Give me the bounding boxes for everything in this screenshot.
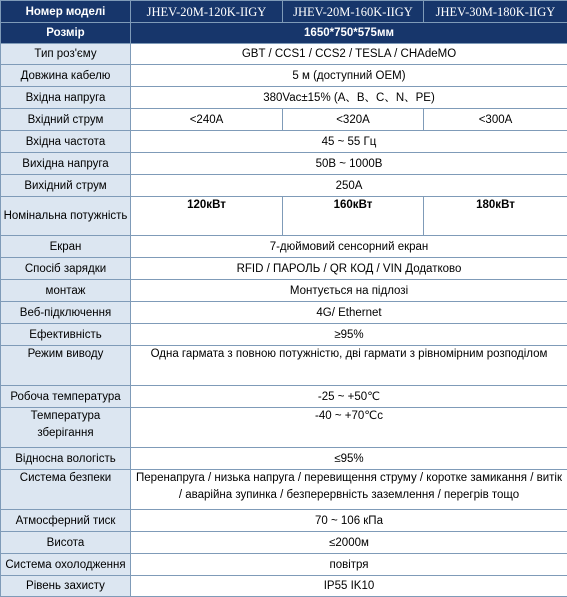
table-row	[1, 23, 567, 44]
table-row	[1, 576, 567, 597]
table-row	[1, 258, 567, 280]
row-label: Вхідний струм	[1, 109, 131, 131]
model-name: JHEV-20M-160K-IIGY	[283, 1, 424, 23]
table-row	[1, 131, 567, 153]
table-row	[1, 470, 567, 510]
row-value: 180кВт	[424, 197, 567, 236]
row-label: Температура зберігання	[1, 408, 131, 448]
row-value: 70 ~ 106 кПа	[131, 510, 567, 532]
row-label: Веб-підключення	[1, 302, 131, 324]
table-row	[1, 197, 567, 236]
table-row	[1, 87, 567, 109]
row-label: Екран	[1, 236, 131, 258]
row-value: -40 ~ +70℃c	[131, 408, 567, 448]
table-row	[1, 532, 567, 554]
row-label: Вхідна напруга	[1, 87, 131, 109]
table-row	[1, 346, 567, 386]
table-row	[1, 109, 567, 131]
table-row	[1, 44, 567, 65]
row-label: Система безпеки	[1, 470, 131, 510]
row-label: Система охолодження	[1, 554, 131, 576]
row-label: Висота	[1, 532, 131, 554]
row-value: ≤95%	[131, 448, 567, 470]
row-value: GBT / CCS1 / CCS2 / TESLA / CHAdeMO	[131, 44, 567, 65]
table-row	[1, 554, 567, 576]
table-row	[1, 302, 567, 324]
row-value: 160кВт	[283, 197, 424, 236]
row-label: Вихідний струм	[1, 175, 131, 197]
row-value: повітря	[131, 554, 567, 576]
row-value: IP55 IK10	[131, 576, 567, 597]
row-value: 380Vac±15% (A、B、C、N、PE)	[131, 87, 567, 109]
row-value: RFID / ПАРОЛЬ / QR КОД / VIN Додатково	[131, 258, 567, 280]
row-value: ≤2000м	[131, 532, 567, 554]
size-label: Розмір	[1, 23, 131, 44]
row-value: -25 ~ +50℃	[131, 386, 567, 408]
row-value: <300A	[424, 109, 567, 131]
row-value: 5 м (доступний OEM)	[131, 65, 567, 87]
row-value: 45 ~ 55 Гц	[131, 131, 567, 153]
table-row	[1, 386, 567, 408]
size-value: 1650*750*575мм	[131, 23, 567, 44]
table-row	[1, 280, 567, 302]
table-row	[1, 324, 567, 346]
table-row	[1, 448, 567, 470]
row-label: монтаж	[1, 280, 131, 302]
model-name: JHEV-20M-120K-IIGY	[131, 1, 283, 23]
row-label: Вхідна частота	[1, 131, 131, 153]
row-label: Довжина кабелю	[1, 65, 131, 87]
row-value: 250A	[131, 175, 567, 197]
row-value: 7-дюймовий сенсорний екран	[131, 236, 567, 258]
model-name: JHEV-30M-180K-IIGY	[424, 1, 567, 23]
row-label: Робоча температура	[1, 386, 131, 408]
model-label: Номер моделі	[1, 1, 131, 23]
row-value: ≥95%	[131, 324, 567, 346]
table-row	[1, 175, 567, 197]
row-value: Монтується на підлозі	[131, 280, 567, 302]
row-label: Режим виводу	[1, 346, 131, 386]
row-value: 4G/ Ethernet	[131, 302, 567, 324]
row-label: Ефективність	[1, 324, 131, 346]
row-label: Рівень захисту	[1, 576, 131, 597]
row-value: <240A	[131, 109, 283, 131]
table-row	[1, 408, 567, 448]
table-row	[1, 236, 567, 258]
row-value: <320A	[283, 109, 424, 131]
row-value: Одна гармата з повною потужністю, дві гармати з рівномірним розподілом	[131, 346, 567, 386]
row-label: Номінальна потужність	[1, 197, 131, 236]
table-row	[1, 510, 567, 532]
row-value: Перенапруга / низька напруга / перевищення струму / коротке замикання / витік / аварійна зупинка / безперервність заземлення / перегрів тощо	[131, 470, 567, 510]
table-row	[1, 153, 567, 175]
row-label: Відносна вологість	[1, 448, 131, 470]
row-value: 120кВт	[131, 197, 283, 236]
table-row	[1, 1, 567, 23]
row-label: Атмосферний тиск	[1, 510, 131, 532]
row-label: Спосіб зарядки	[1, 258, 131, 280]
row-label: Тип роз'єму	[1, 44, 131, 65]
row-value: 50В ~ 1000В	[131, 153, 567, 175]
row-label: Вихідна напруга	[1, 153, 131, 175]
table-row	[1, 65, 567, 87]
